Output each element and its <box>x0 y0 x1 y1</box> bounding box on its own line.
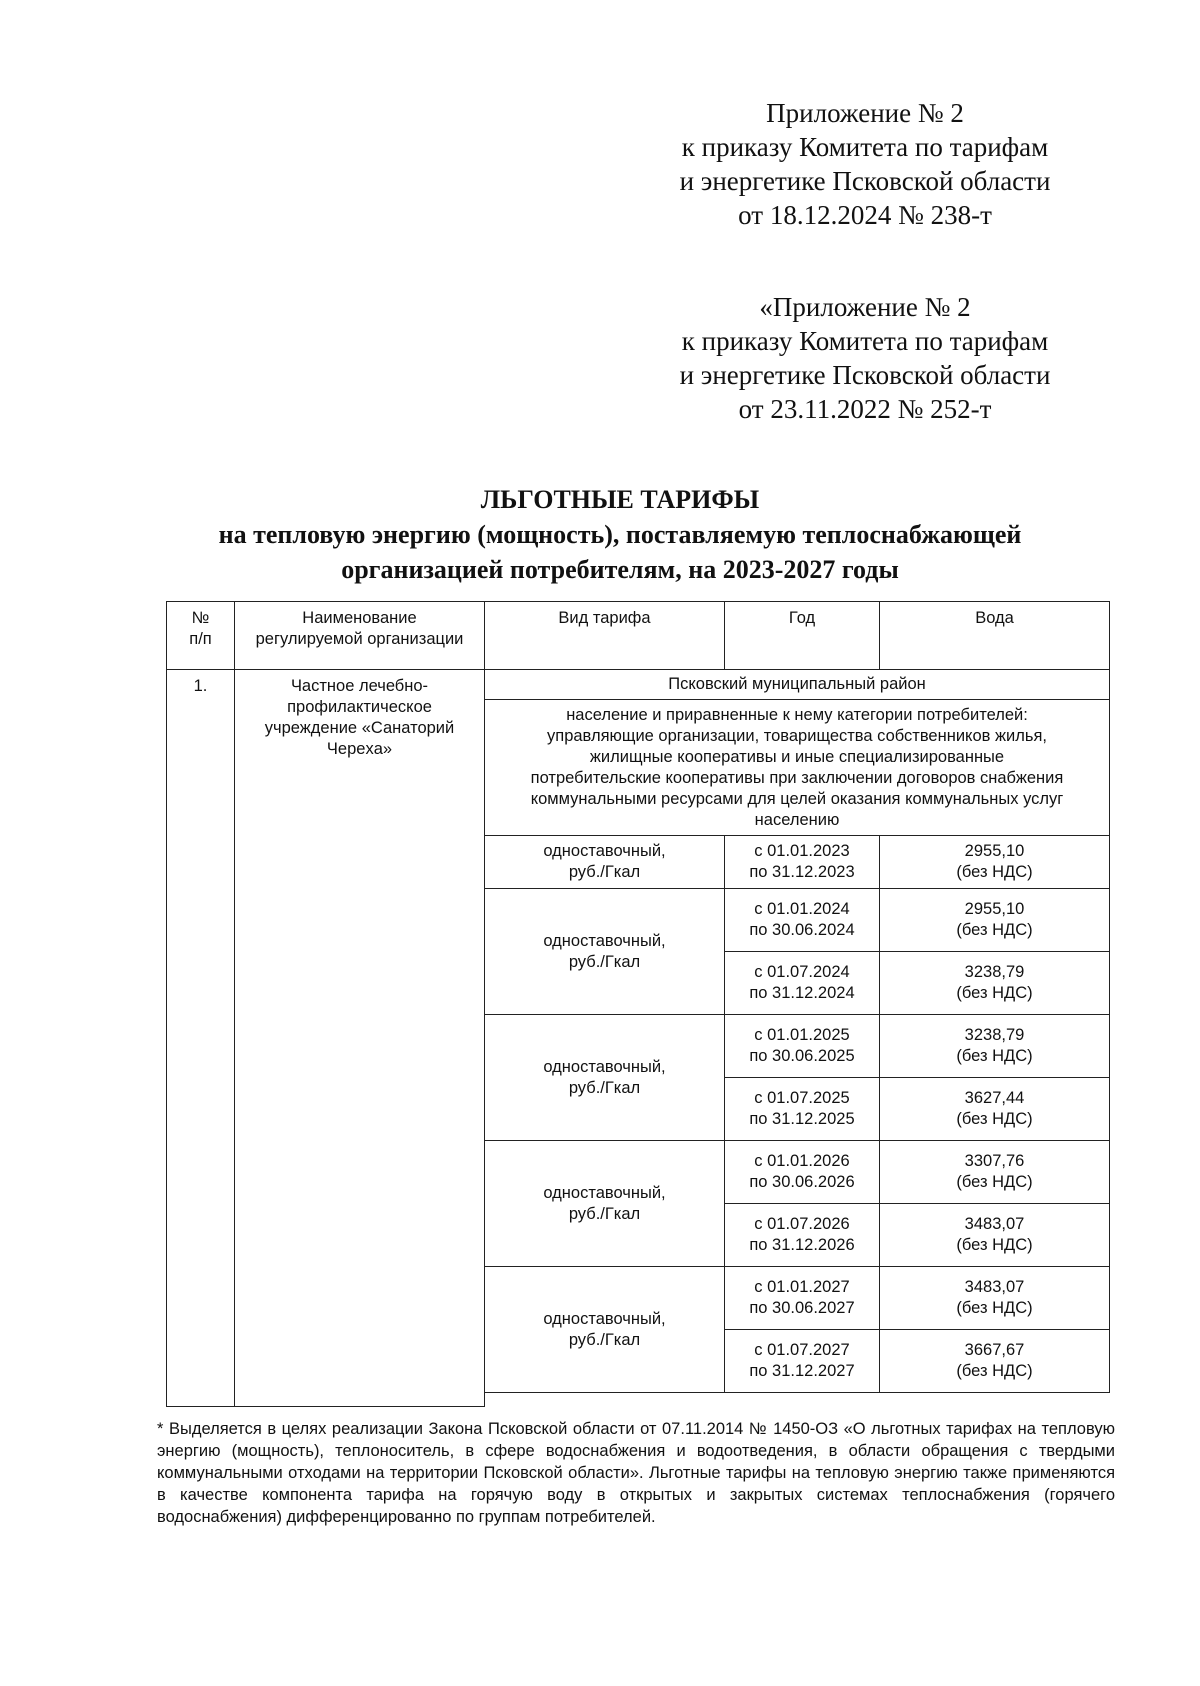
row-number: 1. <box>167 670 235 1407</box>
water-value-cell <box>880 1141 1110 1204</box>
period-to: по 31.12.2026 <box>749 1236 855 1254</box>
vat-note: (без НДС) <box>956 1362 1033 1380</box>
period-from: с 01.01.2023 <box>754 842 850 860</box>
vat-note: (без НДС) <box>956 1173 1033 1191</box>
header-text: № <box>191 609 210 627</box>
water-value-cell <box>880 836 1110 889</box>
footnote: * Выделяется в целях реализации Закона Псковской области от 07.11.2014 № 1450-ОЗ «О льготных тарифах на тепловую энергию (мощность), теплоноситель, в сфере водоснабжения и водоотведения, в области обращения с твердыми коммунальными отходами на территории Псковской области». Льготные тарифы на тепловую энергию также применяются в качестве компонента тарифа на горячую воду в открытых и закрытых системах теплоснабжения (горячего водоснабжения) дифференцированно по группам потребителей. <box>157 1420 1115 1526</box>
period-from: с 01.01.2024 <box>754 900 850 918</box>
title-line: ЛЬГОТНЫЕ ТАРИФЫ <box>480 485 760 514</box>
tariff-type-cell <box>485 836 725 889</box>
period-cell <box>725 1141 880 1204</box>
tariff-value: 3627,44 <box>964 1089 1025 1107</box>
table-header-row <box>167 602 1110 670</box>
vat-note: (без НДС) <box>956 1047 1033 1065</box>
document-title <box>140 482 1100 587</box>
tariff-type-cell <box>485 889 725 1015</box>
period-from: с 01.07.2024 <box>754 963 850 981</box>
header-text: Наименование <box>302 609 417 627</box>
vat-note: (без НДС) <box>956 1299 1033 1317</box>
appendix-line: от 18.12.2024 № 238-т <box>738 200 992 230</box>
period-cell <box>725 1015 880 1078</box>
tariff-type-cell <box>485 1267 725 1393</box>
organization-name <box>235 670 485 1407</box>
tariff-type-line: руб./Гкал <box>568 863 641 881</box>
appendix-line: к приказу Комитета по тарифам <box>681 326 1049 356</box>
tariff-value: 3307,76 <box>964 1152 1025 1170</box>
period-cell <box>725 1330 880 1393</box>
period-cell <box>725 952 880 1015</box>
appendix-line: и энергетике Псковской области <box>679 166 1051 196</box>
water-value-cell <box>880 1330 1110 1393</box>
org-line: Черexa» <box>326 740 393 758</box>
district-row: Псковский муниципальный район <box>485 670 1110 700</box>
vat-note: (без НДС) <box>956 863 1033 881</box>
consumer-line: потребительские кооперативы при заключении договоров снабжения <box>530 768 1064 787</box>
period-from: с 01.07.2027 <box>754 1341 850 1359</box>
header-water: Вода <box>880 602 1110 670</box>
tariff-type-cell <box>485 1015 725 1141</box>
appendix-line: от 23.11.2022 № 252-т <box>738 394 992 424</box>
appendix-line: Приложение № 2 <box>766 98 964 128</box>
vat-note: (без НДС) <box>956 1110 1033 1128</box>
consumer-line: населению <box>754 810 840 829</box>
tariff-table <box>166 601 1110 1407</box>
period-to: по 30.06.2026 <box>749 1173 855 1191</box>
water-value-cell <box>880 1267 1110 1330</box>
period-to: по 31.12.2023 <box>749 863 855 881</box>
period-from: с 01.07.2026 <box>754 1215 850 1233</box>
tariff-value: 3483,07 <box>964 1278 1025 1296</box>
period-from: с 01.01.2026 <box>754 1152 850 1170</box>
period-to: по 31.12.2024 <box>749 984 855 1002</box>
period-cell <box>725 889 880 952</box>
header-text: регулируемой организации <box>255 630 464 648</box>
header-year: Год <box>725 602 880 670</box>
tariff-value: 3238,79 <box>964 1026 1025 1044</box>
vat-note: (без НДС) <box>956 984 1033 1002</box>
tariff-value: 2955,10 <box>964 842 1025 860</box>
period-from: с 01.01.2027 <box>754 1278 850 1296</box>
tariff-type-cell <box>485 1141 725 1267</box>
empty-cell <box>485 1393 1110 1407</box>
period-to: по 31.12.2027 <box>749 1362 855 1380</box>
tariff-type-line: одноставочный, <box>543 1057 666 1076</box>
period-cell <box>725 1078 880 1141</box>
appendix-line: и энергетике Псковской области <box>679 360 1051 390</box>
tariff-type-line: руб./Гкал <box>568 952 641 971</box>
appendix-original-header <box>655 290 1075 426</box>
consumer-line: жилищные кооперативы и иные специализированные <box>589 747 1005 766</box>
period-to: по 31.12.2025 <box>749 1110 855 1128</box>
table-row <box>167 670 1110 700</box>
period-from: с 01.07.2025 <box>754 1089 850 1107</box>
header-organization <box>235 602 485 670</box>
tariff-value: 3667,67 <box>964 1341 1025 1359</box>
tariff-type-line: одноставочный, <box>543 1309 666 1328</box>
header-number <box>167 602 235 670</box>
tariff-value: 2955,10 <box>964 900 1025 918</box>
consumer-line: население и приравненные к нему категории потребителей: <box>566 705 1028 724</box>
appendix-line: «Приложение № 2 <box>759 292 971 322</box>
period-to: по 30.06.2025 <box>749 1047 855 1065</box>
period-cell <box>725 836 880 889</box>
period-to: по 30.06.2024 <box>749 921 855 939</box>
org-line: профилактическое <box>287 698 432 716</box>
org-line: учреждение «Санаторий <box>264 719 455 737</box>
vat-note: (без НДС) <box>956 1236 1033 1254</box>
tariff-value: 3483,07 <box>964 1215 1025 1233</box>
water-value-cell <box>880 1204 1110 1267</box>
tariff-type-line: руб./Гкал <box>568 1078 641 1097</box>
water-value-cell <box>880 952 1110 1015</box>
appendix-current-header <box>655 96 1075 232</box>
water-value-cell <box>880 889 1110 952</box>
tariff-value: 3238,79 <box>964 963 1025 981</box>
appendix-line: к приказу Комитета по тарифам <box>681 132 1049 162</box>
title-line: на тепловую энергию (мощность), поставляемую теплоснабжающей <box>218 520 1022 549</box>
period-to: по 30.06.2027 <box>749 1299 855 1317</box>
header-text: п/п <box>189 630 212 648</box>
tariff-type-line: руб./Гкал <box>568 1204 641 1223</box>
tariff-type-line: одноставочный, <box>543 1183 666 1202</box>
header-tariff-type: Вид тарифа <box>485 602 725 670</box>
water-value-cell <box>880 1015 1110 1078</box>
period-from: с 01.01.2025 <box>754 1026 850 1044</box>
consumer-line: управляющие организации, товарищества собственников жилья, <box>547 726 1047 745</box>
tariff-type-line: одноставочный, <box>543 931 666 950</box>
tariff-type-line: руб./Гкал <box>568 1330 641 1349</box>
water-value-cell <box>880 1078 1110 1141</box>
period-cell <box>725 1267 880 1330</box>
period-cell <box>725 1204 880 1267</box>
title-line: организацией потребителям, на 2023-2027 годы <box>341 555 899 584</box>
tariff-type-line: одноставочный, <box>543 842 666 860</box>
consumer-category <box>485 700 1110 836</box>
org-line: Частное лечебно- <box>290 677 429 695</box>
consumer-line: коммунальными ресурсами для целей оказания коммунальных услуг <box>530 789 1064 808</box>
vat-note: (без НДС) <box>956 921 1033 939</box>
